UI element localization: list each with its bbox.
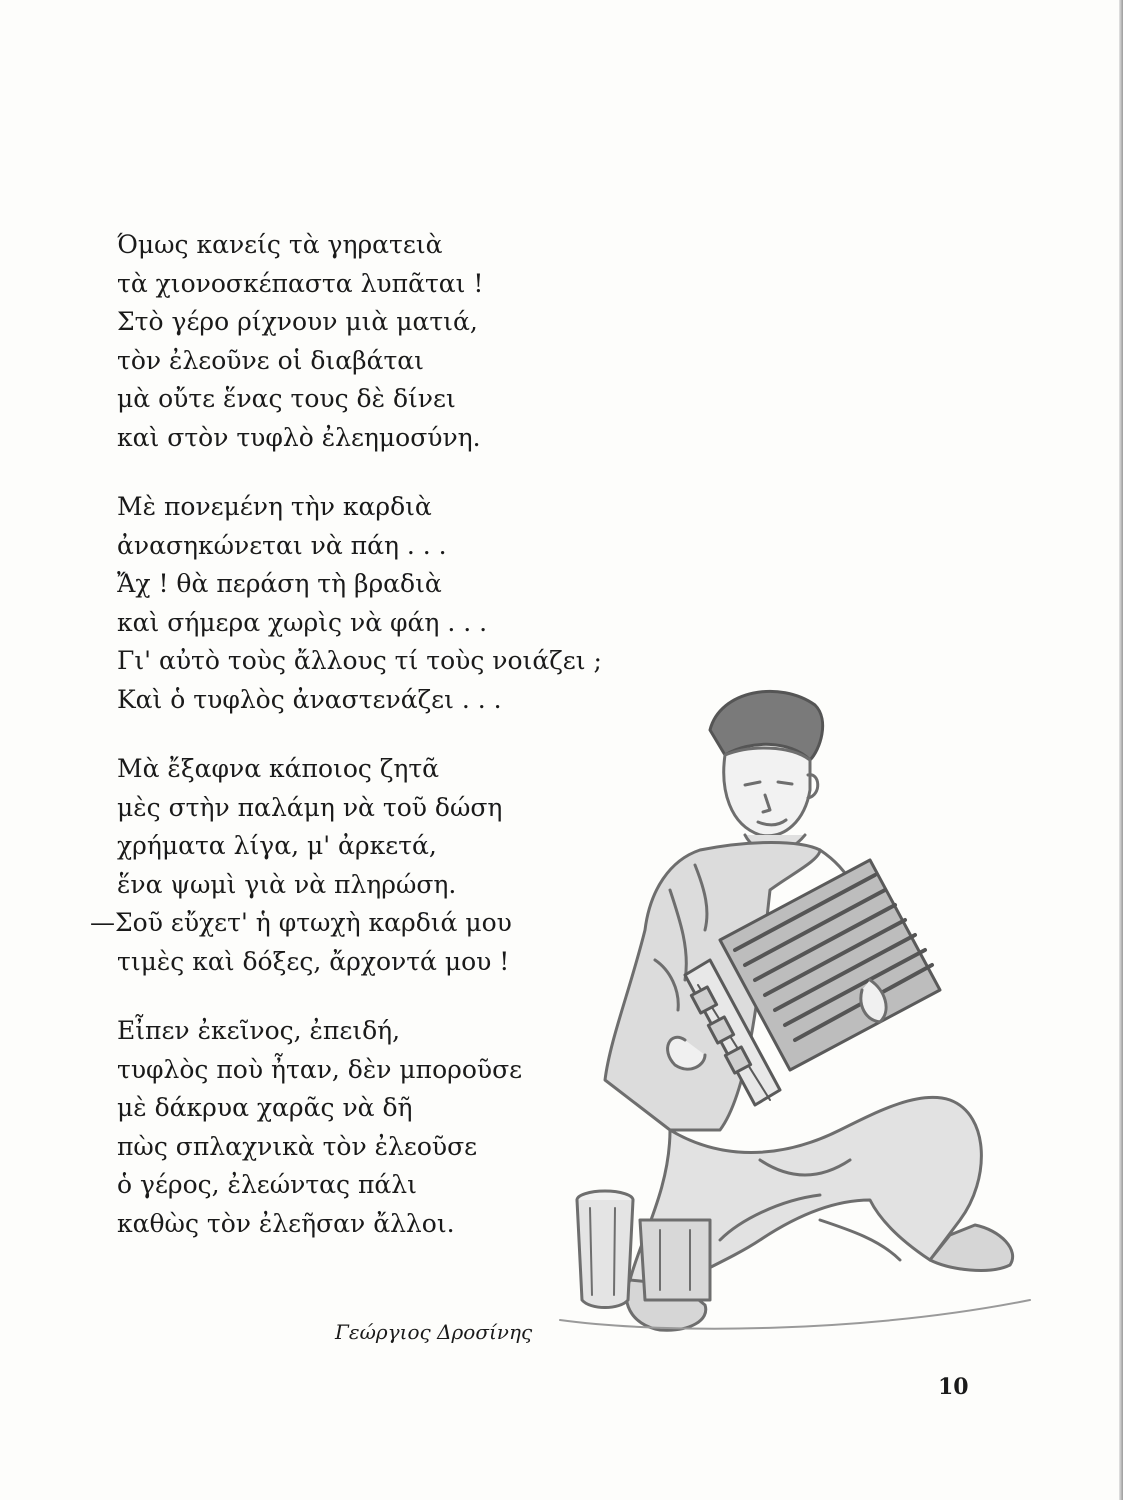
poem-line: καὶ στὸν τυφλὸ ἐλεημοσύνη. [117, 422, 481, 452]
poem-line: ἀνασηκώνεται νὰ πάη . . . [117, 530, 447, 560]
poem-line: καθὼς τὸν ἐλεῆσαν ἄλλοι. [117, 1208, 455, 1238]
poem-line: πὼς σπλαχνικὰ τὸν ἐλεοῦσε [117, 1131, 478, 1161]
poem-line: τυφλὸς ποὺ ἦταν, δὲν μποροῦσε [117, 1054, 523, 1084]
poem-line: τιμὲς καὶ δόξες, ἄρχοντά μου ! [117, 946, 510, 976]
face [724, 748, 810, 836]
poem-line: —Σοῦ εὔχετ' ἡ φτωχὴ καρδιά μου [90, 908, 512, 937]
poem-line: Καὶ ὁ τυφλὸς ἀναστενάζει . . . [117, 684, 502, 714]
stanza-1 [117, 226, 577, 457]
accordion-player-illustration [520, 660, 1040, 1360]
poem-line: Όμως κανείς τὰ γηρατειὰ [117, 230, 443, 259]
stanza-3 [90, 750, 577, 981]
poem-line: ὁ γέρος, ἐλεώντας πάλι [117, 1170, 417, 1199]
poem-line: καὶ σήμερα χωρὶς νὰ φάη . . . [117, 607, 488, 637]
poem-line: Εἶπεν ἐκεῖνος, ἐπειδή, [117, 1016, 401, 1045]
page-number: 10 [938, 1374, 969, 1400]
poem-line: ἕνα ψωμὶ γιὰ νὰ πληρώση. [117, 869, 457, 899]
poem-line: τὰ χιονοσκέπαστα λυπᾶται ! [117, 268, 484, 298]
page-edge [1119, 0, 1123, 1500]
poem-line: Γι' αὐτὸ τοὺς ἄλλους τί τοὺς νοιάζει ; [117, 646, 602, 675]
stanza-4 [117, 1012, 577, 1243]
poem-line: Ἄχ ! θὰ περάση τὴ βραδιὰ [117, 569, 442, 598]
stanza-2 [117, 488, 602, 719]
poem [90, 226, 602, 1274]
poem-line: χρήματα λίγα, μ' ἀρκετά, [117, 831, 437, 860]
poem-line: Στὸ γέρο ρίχνουν μιὰ ματιά, [117, 307, 478, 336]
poem-line: μὰ οὔτε ἕνας τους δὲ δίνει [117, 384, 456, 413]
poem-line: τὸν ἐλεοῦνε οἱ διαβάται [117, 345, 424, 375]
tin-can [577, 1191, 633, 1308]
poem-line: μὲ δάκρυα χαρᾶς νὰ δῆ [117, 1093, 413, 1122]
poem-author: Γεώργιος Δροσίνης [335, 1320, 533, 1344]
poem-line: Μὰ ἔξαφνα κάποιος ζητᾶ [117, 754, 440, 783]
poem-line: μὲς στὴν παλάμη νὰ τοῦ δώση [117, 792, 503, 822]
poem-line: Μὲ πονεμένη τὴν καρδιὰ [117, 492, 432, 521]
